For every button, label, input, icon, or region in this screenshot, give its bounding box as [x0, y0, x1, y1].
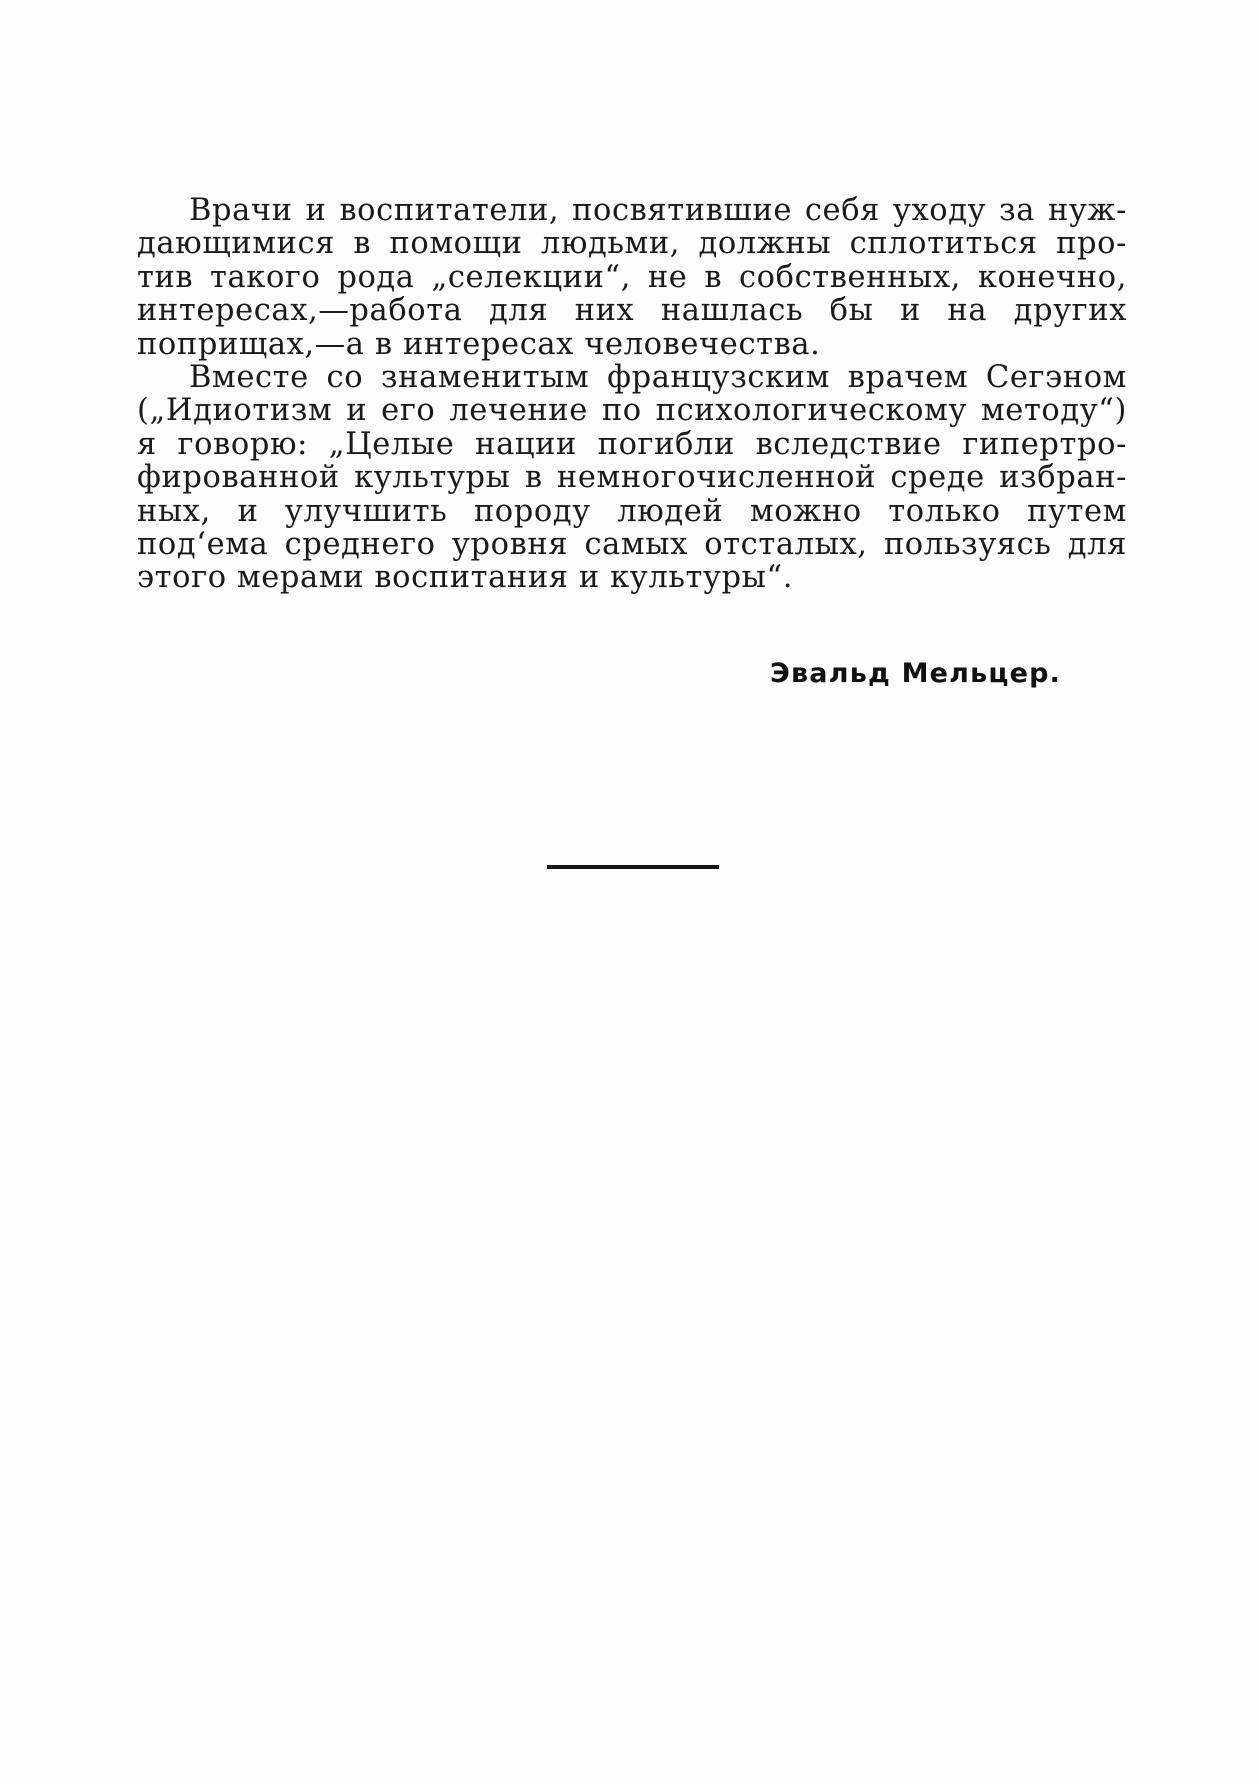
text-line: Вместе со знаменитым французским врачем Сегэном	[189, 359, 1127, 395]
text-line: тив такого рода „селекции“, не в собственных, конечно,	[137, 259, 1127, 295]
text-line: я говорю: „Целые нации погибли вследствие гипертро-	[137, 426, 1127, 462]
text-line: интересах,—работа для них нашлась бы и на других	[137, 293, 1127, 329]
text-line: („Идиотизм и его лечение по психологическому методу“)	[137, 393, 1127, 429]
text-line: под‘ема среднего уровня самых отсталых, пользуясь для	[137, 526, 1127, 562]
author-signature: Эвальд Мельцер.	[770, 658, 1062, 689]
body-text	[137, 194, 1127, 595]
text-line: Врачи и воспитатели, посвятившие себя уходу за нуж-	[189, 193, 1127, 228]
section-divider	[547, 865, 719, 869]
text-line: дающимися в помощи людьми, должны сплотиться про-	[137, 226, 1127, 262]
text-line: фированной культуры в немногочисленной среде избран-	[137, 460, 1127, 496]
text-line: поприщах,—а в интересах человечества.	[137, 326, 821, 362]
text-line: ных, и улучшить породу людей можно только путем	[137, 493, 1127, 529]
text-line: этого мерами воспитания и культуры“.	[137, 560, 794, 596]
